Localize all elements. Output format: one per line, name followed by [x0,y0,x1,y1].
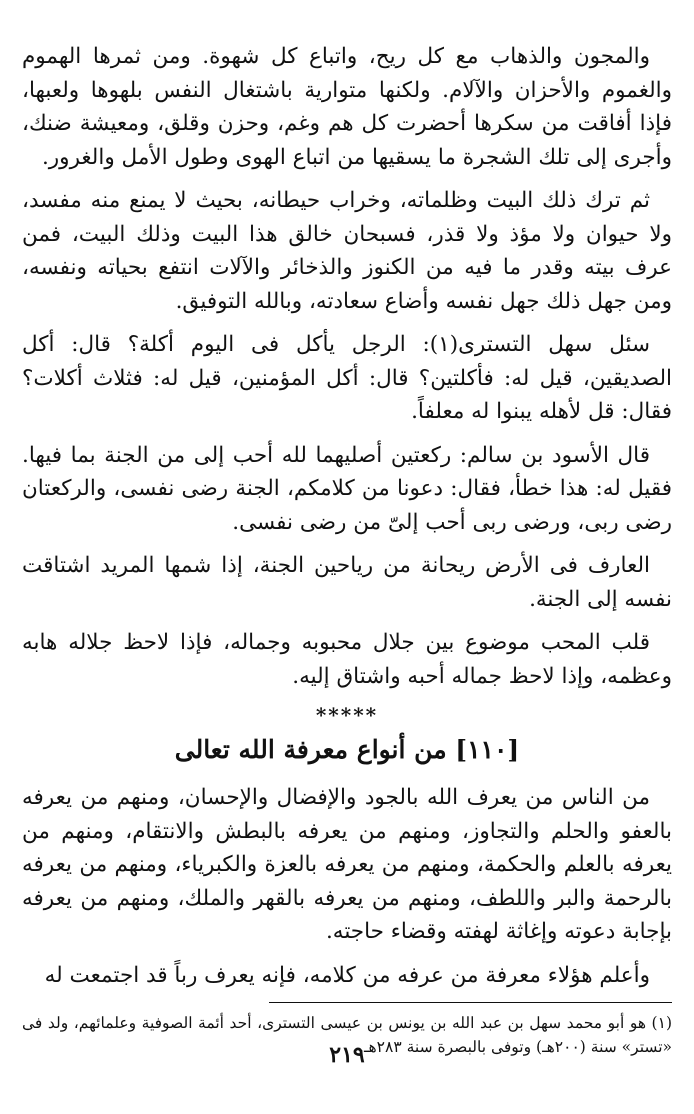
footnote: (١) هو أبو محمد سهل بن عبد الله بن يونس بن عيسى التسترى، أحد أئمة الصوفية وعلمائهم، ولد فى «تستر» سنة (٢٠٠هـ) وتوفى بالبصرة سنة ٢٨٣هـ. [22,1014,672,1056]
paragraph-7: من الناس من يعرف الله بالجود والإفضال والإحسان، ومنهم من يعرفه بالعفو والحلم والتجاوز، ومنهم من يعرفه بالبطش والانتقام، ومنهم من يعرفه بالعلم والحكمة، ومنهم من يعرفه بالعزة والكبرياء، ومنهم من يعرفه بالرحمة والبر واللطف، ومنهم من يعرفه بالقهر والملك، ومنهم من يعرفه بإجابة دعوته وإغاثة لهفته وقضاء حاجته. [22,785,672,944]
book-page [22,40,672,1074]
paragraph-3: سئل سهل التسترى(١): الرجل يأكل فى اليوم أكلة؟ قال: أكل الصديقين، قيل له: فأكلتين؟ قال: أكل المؤمنين، قيل له: فثلاث أكلات؟ فقال: قل لأهله يبنوا له معلفاً. [22,332,672,424]
paragraph-6: قلب المحب موضوع بين جلال محبوبه وجماله، فإذا لاحظ جلاله هابه وعظمه، وإذا لاحظ جماله أحبه واشتاق إليه. [22,630,672,689]
page-number: ٢١٩ [329,1042,365,1068]
section-separator: ***** [315,703,379,727]
paragraph-4: قال الأسود بن سالم: ركعتين أصليهما لله أحب إلى من الجنة بما فيها. فقيل له: هذا خطأ، فقال: دعونا من كلامكم، الجنة رضى نفسى، والركعتان رضى ربى، ورضى ربى أحب إلىّ من رضى نفسى. [22,442,672,535]
section-title: [١١٠] من أنواع معرفة الله تعالى [174,735,520,764]
paragraph-1: والمجون والذهاب مع كل ريح، واتباع كل شهوة. ومن ثمرها الهموم والغموم والأحزان والآلام. ولكنها متوارية باشتغال النفس بلهوها ولعبها، فإذا أفاقت من سكرها أحضرت كل هم وغم، وحزن وقلق، ومعيشة ضنك، وأجرى إلى تلك الشجرة ما يسقيها من اتباع الهوى وطول الأمل والغرور. [22,44,672,170]
paragraph-5: العارف فى الأرض ريحانة من رياحين الجنة، إذا شمها المريد اشتاقت نفسه إلى الجنة. [22,553,672,612]
paragraph-2: ثم ترك ذلك البيت وظلماته، وخراب حيطانه، بحيث لا يمنع منه مفسد، ولا حيوان ولا مؤذ ولا قذر، فسبحان خالق هذا البيت وذلك البيت، فمن عرف بيته وقدر ما فيه من الكنوز والذخائر والآلات انتفع بحياته ونفسه، ومن جهل ذلك جهل نفسه وأضاع سعادته، وبالله التوفيق. [22,188,672,314]
paragraph-8: وأعلم هؤلاء معرفة من عرفه من كلامه، فإنه يعرف رباً قد اجتمعت له [44,962,650,988]
footnote-divider [269,1002,672,1003]
